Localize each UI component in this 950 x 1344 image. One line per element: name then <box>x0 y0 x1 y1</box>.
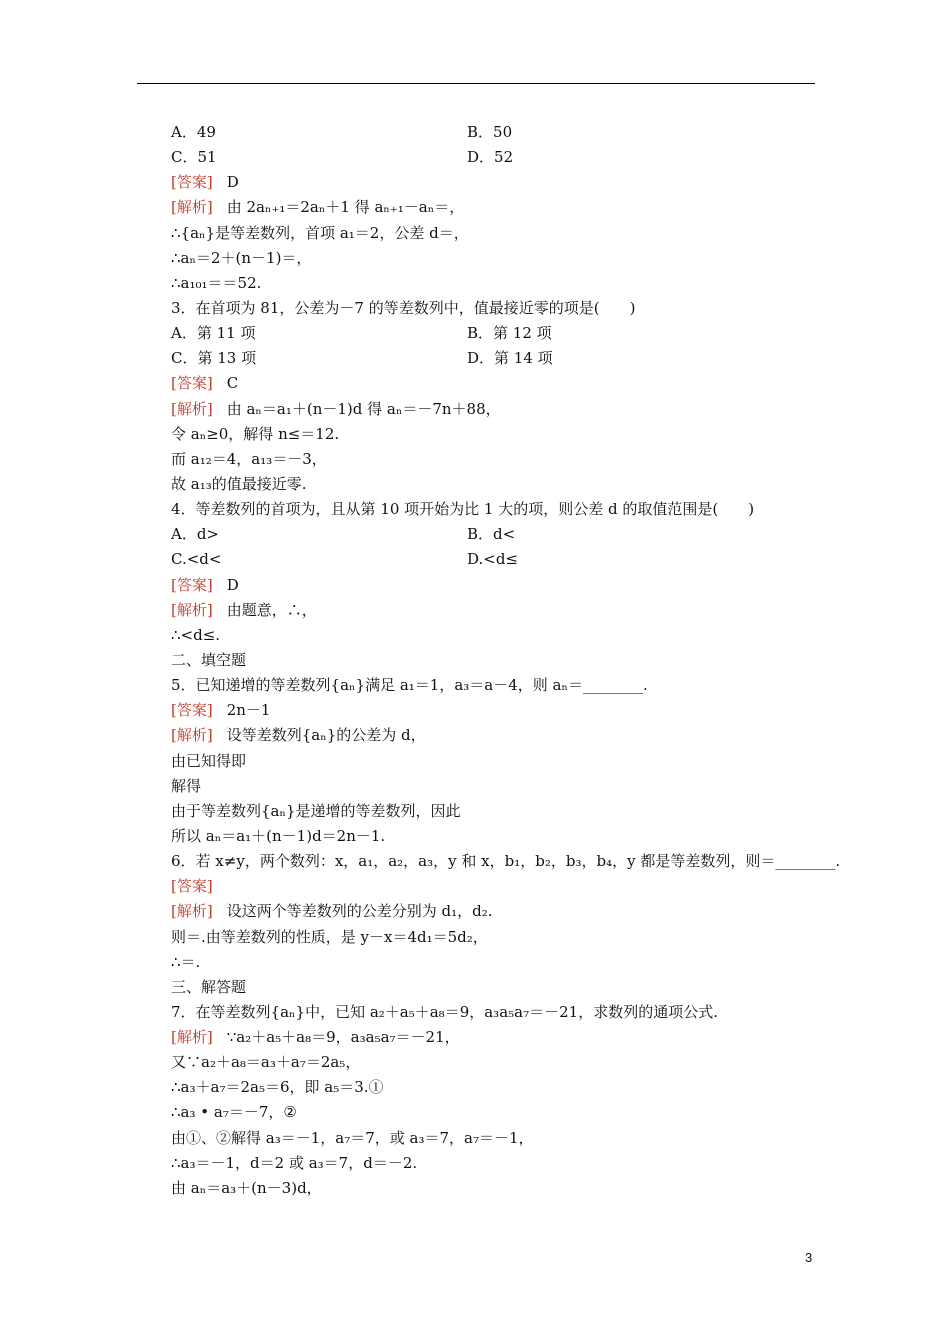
text-line: ∴aₙ＝2＋(n－1)＝， <box>171 248 312 267</box>
answer-tag: [解析] <box>171 399 213 418</box>
text-line: 而 a₁₂＝4，a₁₃＝－3， <box>171 449 327 468</box>
answer-tag: [答案] <box>171 374 213 393</box>
option-row <box>171 321 821 346</box>
text-line: ∴a₁₀₁＝＝52. <box>171 273 262 292</box>
text-line: 则＝.由等差数列的性质，是 y－x＝4d₁＝5d₂， <box>171 927 488 946</box>
option-left: C．第 13 项 <box>171 349 257 368</box>
text-line: 7．在等差数列{aₙ}中，已知 a₂＋a₅＋a₈＝9，a₃a₅a₇＝－21，求数列的通项公式. <box>171 1002 718 1021</box>
text-line: 由已知得即 <box>171 751 247 770</box>
option-left: C．51 <box>171 148 217 167</box>
text-line: ∴{aₙ}是等差数列，首项 a₁＝2，公差 d＝， <box>171 223 469 242</box>
tagged-line <box>171 899 821 924</box>
text-line: ∴a₃＋a₇＝2a₅＝6，即 a₅＝3.① <box>171 1078 384 1097</box>
text-line: 由于等差数列{aₙ}是递增的等差数列，因此 <box>171 801 461 820</box>
text-line: ∴<d≤. <box>171 625 221 644</box>
text-line: 令 aₙ≥0，解得 n≤＝12. <box>171 424 340 443</box>
tagged-text: 由 aₙ＝a₁＋(n－1)d 得 aₙ＝－7n＋88， <box>226 399 501 418</box>
option-right: B．d< <box>467 525 516 544</box>
tagged-text: 设等差数列{aₙ}的公差为 d， <box>226 726 426 745</box>
text-line: ∴a₃＝－1，d＝2 或 a₃＝7，d＝－2. <box>171 1153 418 1172</box>
tagged-text: C <box>226 374 239 393</box>
tagged-line <box>171 598 821 623</box>
tagged-text: 设这两个等差数列的公差分别为 d₁，d₂. <box>226 902 493 921</box>
tagged-line <box>171 874 821 899</box>
option-row <box>171 120 821 145</box>
tagged-line <box>171 195 821 220</box>
option-left: A．d> <box>171 525 220 544</box>
option-left: C.<d< <box>171 550 222 569</box>
option-row <box>171 145 821 170</box>
tagged-text: D <box>226 575 239 594</box>
text-line: ∴＝. <box>171 952 201 971</box>
tagged-text: 由 2aₙ₊₁＝2aₙ＋1 得 aₙ₊₁－aₙ＝， <box>226 198 465 217</box>
option-right: D．52 <box>467 148 514 167</box>
tagged-text: 2n－1 <box>226 701 271 720</box>
tagged-text: D <box>226 173 239 192</box>
answer-tag: [答案] <box>171 575 213 594</box>
text-line: 由①、②解得 a₃＝－1，a₇＝7，或 a₃＝7，a₇＝－1， <box>171 1128 534 1147</box>
text-line: 三、解答题 <box>171 977 247 996</box>
tagged-line <box>171 170 821 195</box>
text-line: 3．在首项为 81，公差为－7 的等差数列中，值最接近零的项是( ) <box>171 298 636 317</box>
text-line: 6．若 x≠y，两个数列：x，a₁，a₂，a₃，y 和 x，b₁，b₂，b₃，b₄，y 都是等差数列，则＝________. <box>171 852 841 871</box>
tagged-line <box>171 723 821 748</box>
tagged-text: 由题意，∴， <box>226 600 317 619</box>
text-line: 又∵a₂＋a₈＝a₃＋a₇＝2a₅， <box>171 1053 361 1072</box>
answer-tag: [解析] <box>171 198 213 217</box>
text-line: ∴a₃ • a₇＝－7，② <box>171 1103 297 1122</box>
answer-tag: [解析] <box>171 600 213 619</box>
header-rule <box>137 83 815 84</box>
option-right: D.<d≤ <box>467 550 518 569</box>
text-line: 5．已知递增的等差数列{aₙ}满足 a₁＝1，a₃＝a－4，则 aₙ＝________. <box>171 676 648 695</box>
text-line: 所以 aₙ＝a₁＋(n－1)d＝2n－1. <box>171 826 386 845</box>
page-number: 3 <box>805 1250 813 1265</box>
option-row <box>171 346 821 371</box>
answer-tag: [答案] <box>171 701 213 720</box>
option-left: A．49 <box>171 123 216 141</box>
tagged-line <box>171 397 821 422</box>
option-row <box>171 522 821 547</box>
tagged-line <box>171 1025 821 1050</box>
option-right: B．50 <box>467 123 513 141</box>
option-left: A．第 11 项 <box>171 324 256 343</box>
tagged-text: ∵a₂＋a₅＋a₈＝9，a₃a₅a₇＝－21， <box>226 1028 460 1047</box>
tagged-line <box>171 698 821 723</box>
option-right: D．第 14 项 <box>467 349 553 368</box>
text-line: 故 a₁₃的值最接近零. <box>171 474 307 493</box>
answer-tag: [解析] <box>171 1028 213 1047</box>
text-line: 4．等差数列的首项为，且从第 10 项开始为比 1 大的项，则公差 d 的取值范围是( ) <box>171 500 755 519</box>
option-row <box>171 547 821 572</box>
tagged-line <box>171 371 821 396</box>
tagged-line <box>171 573 821 598</box>
answer-tag: [解析] <box>171 726 213 745</box>
answer-tag: [答案] <box>171 173 213 192</box>
text-line: 解得 <box>171 776 202 795</box>
answer-tag: [答案] <box>171 877 213 896</box>
document-body <box>171 120 841 1201</box>
text-line: 二、填空题 <box>171 650 247 669</box>
answer-tag: [解析] <box>171 902 213 921</box>
text-line: 由 aₙ＝a₃＋(n－3)d， <box>171 1178 322 1197</box>
option-right: B．第 12 项 <box>467 324 552 343</box>
